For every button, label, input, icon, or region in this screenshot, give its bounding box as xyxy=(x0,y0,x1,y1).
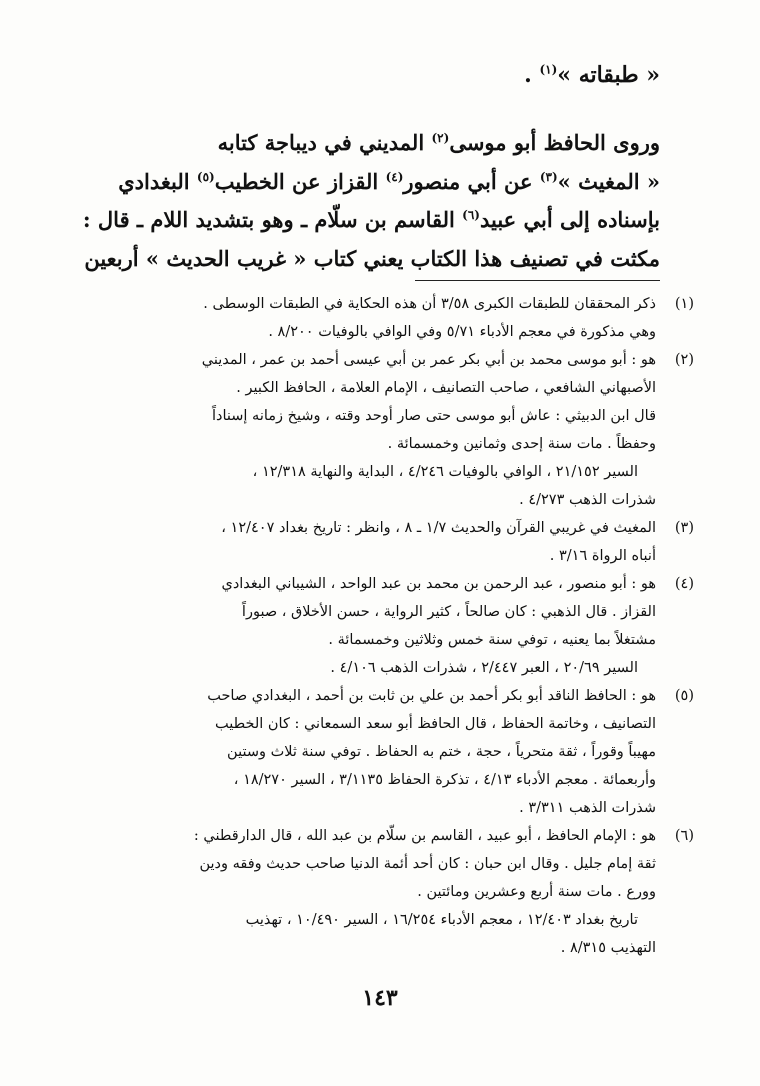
footnote-line: مشتغلاً بما يعنيه ، توفي سنة خمس وثلاثين وخمسمائة . xyxy=(328,632,656,648)
footnote-number: (١) xyxy=(674,296,694,312)
footnotes xyxy=(54,290,694,962)
main-line: وروى الحافظ أبو موسى$^{(٢)}$ المديني في ديباجة كتابه xyxy=(217,130,660,155)
footnote-6 xyxy=(54,822,694,962)
footnote-separator xyxy=(415,280,660,281)
footnote-line: قال ابن الدبيثي : عاش أبو موسى حتى صار أوحد وقته ، وشيخ زمانه إسناداً xyxy=(211,408,656,424)
footnote-body xyxy=(54,682,656,822)
footnote-line: شذرات الذهب ٣/٣١١ . xyxy=(519,800,656,816)
footnote-number: (٣) xyxy=(674,520,694,536)
footnote-3 xyxy=(54,514,694,570)
main-line: بإسناده إلى أبي عبيد$^{(٦)}$ القاسم بن سلّام ـ وهو بتشديد اللام ـ قال : xyxy=(82,207,660,232)
footnote-line: هو : أبو منصور ، عبد الرحمن بن محمد بن عبد الواحد ، الشيباني البغدادي xyxy=(221,576,656,592)
footnote-2 xyxy=(54,346,694,514)
footnote-source-line: تاريخ بغداد ١٢/٤٠٣ ، معجم الأدباء ١٦/٢٥٤ ، السير ١٠/٤٩٠ ، تهذيب xyxy=(245,912,638,928)
footnote-1 xyxy=(54,290,694,346)
header-line xyxy=(180,58,660,92)
footnote-line: هو : الإمام الحافظ ، أبو عبيد ، القاسم بن سلّام بن عبد الله ، قال الدارقطني : xyxy=(193,828,656,844)
footnote-number: (٦) xyxy=(674,828,694,844)
footnote-line: القزاز . قال الذهبي : كان صالحاً ، كثير الرواية ، حسن الأخلاق ، صبوراً xyxy=(241,604,656,620)
footnote-line: وورع . مات سنة أربع وعشرين ومائتين . xyxy=(417,884,656,900)
main-line: « المغيث »$^{(٣)}$ عن أبي منصور$^{(٤)}$ القزاز عن الخطيب$^{(٥)}$ البغدادي xyxy=(118,168,660,194)
footnote-body xyxy=(54,346,656,514)
footnote-line: هو : أبو موسى محمد بن أبي بكر عمر بن أبي عيسى أحمد بن عمر ، المديني xyxy=(201,352,656,368)
footnote-body xyxy=(54,822,656,962)
footnote-ref: (٢) xyxy=(431,131,450,145)
main-paragraph xyxy=(70,124,660,278)
header-text: « طبقاته » xyxy=(557,62,660,88)
footnote-line: التصانيف ، وخاتمة الحفاظ ، قال الحافظ أبو سعد السمعاني : كان الخطيب xyxy=(214,716,656,732)
footnote-ref: (٤) xyxy=(385,169,404,184)
main-line: مكثت في تصنيف هذا الكتاب يعني كتاب « غريب الحديث » أربعين xyxy=(84,245,660,271)
footnote-line: مهيباً وقوراً ، ثقة متحرياً ، حجة ، ختم به الحفاظ . توفي سنة ثلاث وستين xyxy=(227,744,656,760)
footnote-number: (٥) xyxy=(674,688,694,704)
footnote-number: (٤) xyxy=(674,576,694,592)
footnote-4 xyxy=(54,570,694,682)
footnote-line: أنباه الرواة ٣/١٦ . xyxy=(549,548,656,564)
header-footnote-ref: (١) xyxy=(539,62,558,77)
footnote-number: (٢) xyxy=(674,352,694,368)
footnote-5 xyxy=(54,682,694,822)
footnote-line: وحفظاً . مات سنة إحدى وثمانين وخمسمائة . xyxy=(387,436,656,452)
header-period: . xyxy=(524,62,532,88)
footnote-line: ثقة إمام جليل . وقال ابن حبان : كان أحد أئمة الدنيا صاحب حديث وفقه ودين xyxy=(199,856,656,872)
footnote-line: وهي مذكورة في معجم الأدباء ٥/٧١ وفي الوافي بالوفيات ٨/٢٠٠ . xyxy=(268,324,656,340)
footnote-line: الأصبهاني الشافعي ، صاحب التصانيف ، الإمام العلامة ، الحافظ الكبير . xyxy=(236,380,656,396)
footnote-line: شذرات الذهب ٤/٢٧٣ . xyxy=(519,492,656,508)
footnote-source-line: السير ٢١/١٥٢ ، الوافي بالوفيات ٤/٢٤٦ ، البداية والنهاية ١٢/٣١٨ ، xyxy=(252,464,638,480)
footnote-ref: (٣) xyxy=(539,169,558,184)
footnote-ref: (٦) xyxy=(462,208,480,222)
page-number: ١٤٣ xyxy=(362,985,398,1011)
footnote-line: هو : الحافظ الناقد أبو بكر أحمد بن علي بن ثابت بن أحمد ، البغدادي صاحب xyxy=(207,688,656,704)
footnote-line: المغيث في غريبي القرآن والحديث ١/٧ ـ ٨ ، وانظر : تاريخ بغداد ١٢/٤٠٧ ، xyxy=(221,520,656,536)
footnote-body xyxy=(54,514,656,570)
footnote-source-line: السير ٢٠/٦٩ ، العبر ٢/٤٤٧ ، شذرات الذهب ٤/١٠٦ . xyxy=(330,660,638,676)
footnote-line: ذكر المحققان للطبقات الكبرى ٣/٥٨ أن هذه الحكاية في الطبقات الوسطى . xyxy=(203,296,656,312)
footnote-body xyxy=(54,570,656,682)
footnote-line: وأربعمائة . معجم الأدباء ٤/١٣ ، تذكرة الحفاظ ٣/١١٣٥ ، السير ١٨/٢٧٠ ، xyxy=(233,772,656,788)
footnote-line: التهذيب ٨/٣١٥ . xyxy=(560,940,656,956)
footnote-ref: (٥) xyxy=(196,169,215,184)
footnote-body xyxy=(54,290,656,346)
